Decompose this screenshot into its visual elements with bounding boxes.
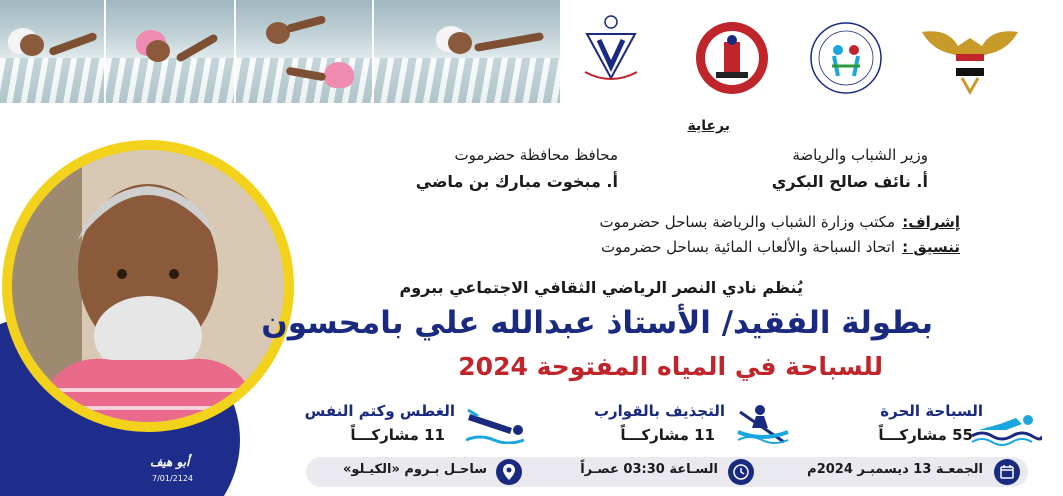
organizer-text: يُنظم نادي النصر الرياضي الثقافي الاجتماعي ببروم: [399, 278, 803, 297]
supervision-value: مكتب وزارة الشباب والرياضة بساحل حضرموت: [599, 213, 895, 231]
event-name: السباحة الحرة: [880, 402, 983, 420]
swimmer-photo-3: [236, 0, 372, 103]
governor-title: محافظ محافظة حضرموت: [454, 146, 618, 164]
sponsorship-label: برعاية: [687, 118, 730, 134]
supervision-label: إشراف:: [902, 213, 960, 231]
coordination-label: تنسيق :: [902, 238, 960, 256]
ministry-logo-icon: [694, 20, 770, 96]
designer-date: 7/01/2124: [152, 474, 194, 483]
yemen-emblem-icon: [918, 24, 1022, 96]
club-logo-icon: [579, 14, 643, 84]
rowing-icon: [734, 404, 790, 446]
swimmer-photo-4: [374, 0, 560, 103]
elderly-man-photo: [12, 150, 284, 422]
calendar-icon: [994, 459, 1020, 485]
event-count: 11 مشاركـــاً: [620, 426, 715, 444]
swimmer-photo-1: [0, 0, 104, 103]
event-count: 11 مشاركـــاً: [350, 426, 445, 444]
event-name: الغطس وكتم النفس: [304, 402, 455, 420]
location-pin-icon: [496, 459, 522, 485]
event-title: بطولة الفقيد/ الأستاذ عبدالله علي بامحسون: [261, 305, 933, 341]
event-time: السـاعة 03:30 عصـراً: [580, 462, 718, 477]
governor-name: أ. مبخوت مبارك بن ماضي: [415, 172, 618, 191]
event-name: التجذيف بالقوارب: [593, 402, 725, 420]
minister-name: أ. نائف صالح البكري: [771, 172, 928, 191]
portrait-photo: [2, 140, 294, 432]
event-location: ساحـل بـروم «الكيـلو»: [342, 462, 487, 477]
diver-icon: [466, 404, 526, 444]
minister-title: وزير الشباب والرياضة: [792, 146, 928, 164]
event-date: الجمعـة 13 ديسمبـر 2024م: [807, 462, 983, 477]
swimmer-photo-2: [106, 0, 234, 103]
event-count: 55 مشاركـــاً: [878, 426, 973, 444]
clock-icon: [728, 459, 754, 485]
olympic-committee-logo-icon: [808, 20, 884, 96]
designer-signature: أبو هيف: [150, 455, 190, 469]
event-subtitle: للسباحة في المياه المفتوحة 2024: [458, 352, 883, 381]
coordination-value: اتحاد السباحة والألعاب المائية بساحل حضرموت: [600, 238, 895, 256]
